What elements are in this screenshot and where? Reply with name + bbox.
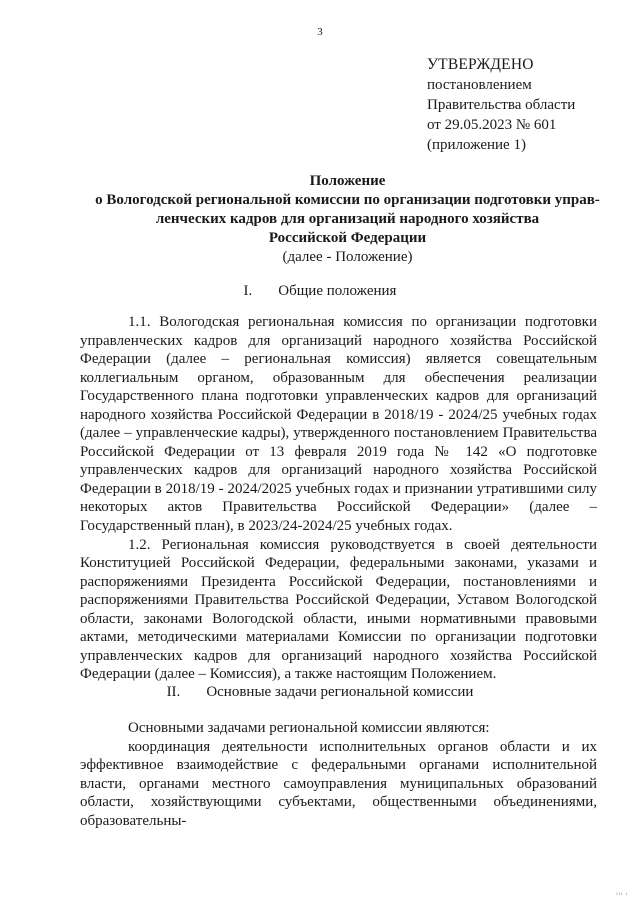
title-note: (далее - Положение) (282, 249, 413, 265)
approval-stamp (427, 55, 575, 155)
paragraph-1-1: 1.1. Вологодская региональная комиссия по организации подготовки управленческих кадров для организаций народного хозяйства Российской Федерации (далее – региональная комиссия) является совещательным коллегиальным органом, образованным для обеспечения реализации Государственного плана подготовки управленческих кадров для организаций народного хозяйства Российской Федерации в 2018/19 - 2024/25 учебных годах (далее – управленческие кадры), утвержденного постановлением Правительства Российской Федерации от 13 февраля 2019 года № 142 «О подготовке управленческих кадров для организаций народного хозяйства Российской Федерации в 2018/19 - 2024/2025 учебных годах и признании утратившими силу некоторых актов Правительства Российской Федерации» (далее – Государственный план), в 2023/24-2024/25 учебных годах. (80, 314, 597, 535)
document-title (60, 172, 635, 267)
section-title: Основные задачи региональной комиссии (206, 684, 474, 700)
approval-line: (приложение 1) (427, 137, 526, 153)
title-line: ленческих кадров для организаций народного хозяйства (155, 211, 540, 227)
title-line: Положение (309, 173, 386, 189)
footer-marks: ııı ı (616, 892, 628, 897)
title-line: о Вологодской региональной комиссии по организации подготовки управ- (95, 192, 600, 208)
section-heading-1 (0, 281, 640, 301)
section-heading-2 (0, 682, 640, 702)
paragraph-1-2: 1.2. Региональная комиссия руководствуется в своей деятельности Конституцией Российской Федерации, федеральными законами, указами и распоряжениями Президента Российской Федерации, постановлениями и распоряжениями Правительства Российской Федерации, Уставом Вологодской области, законами Вологодской области, иными нормативными правовыми актами, методическими материалами Комиссии по организации подготовки управленческих кадров для организаций народного хозяйства Российской Федерации (далее – Комиссия), а также настоящим Положением. (80, 536, 597, 683)
title-line: Российской Федерации (268, 230, 427, 246)
section-1-body (80, 313, 597, 684)
approval-line: Правительства области (427, 97, 576, 113)
section-number: II. (166, 684, 181, 700)
approval-line: от 29.05.2023 № 601 (427, 117, 557, 133)
approval-line: постановлением (427, 77, 532, 93)
approval-heading: УТВЕРЖДЕНО (427, 56, 534, 73)
section-2-body (80, 719, 597, 830)
section-title: Общие положения (278, 283, 397, 299)
paragraph-2-1: координация деятельности исполнительных органов области и их эффективное взаимодействие с федеральными органами исполнительной власти, органами местного самоуправления муниципальных образований области, хозяйствующими субъектами, общественными объединениями, образовательны- (80, 738, 597, 829)
page-number: 3 (317, 26, 323, 38)
paragraph-2-intro: Основными задачами региональной комиссии являются: (128, 720, 490, 736)
section-number: I. (243, 283, 253, 299)
